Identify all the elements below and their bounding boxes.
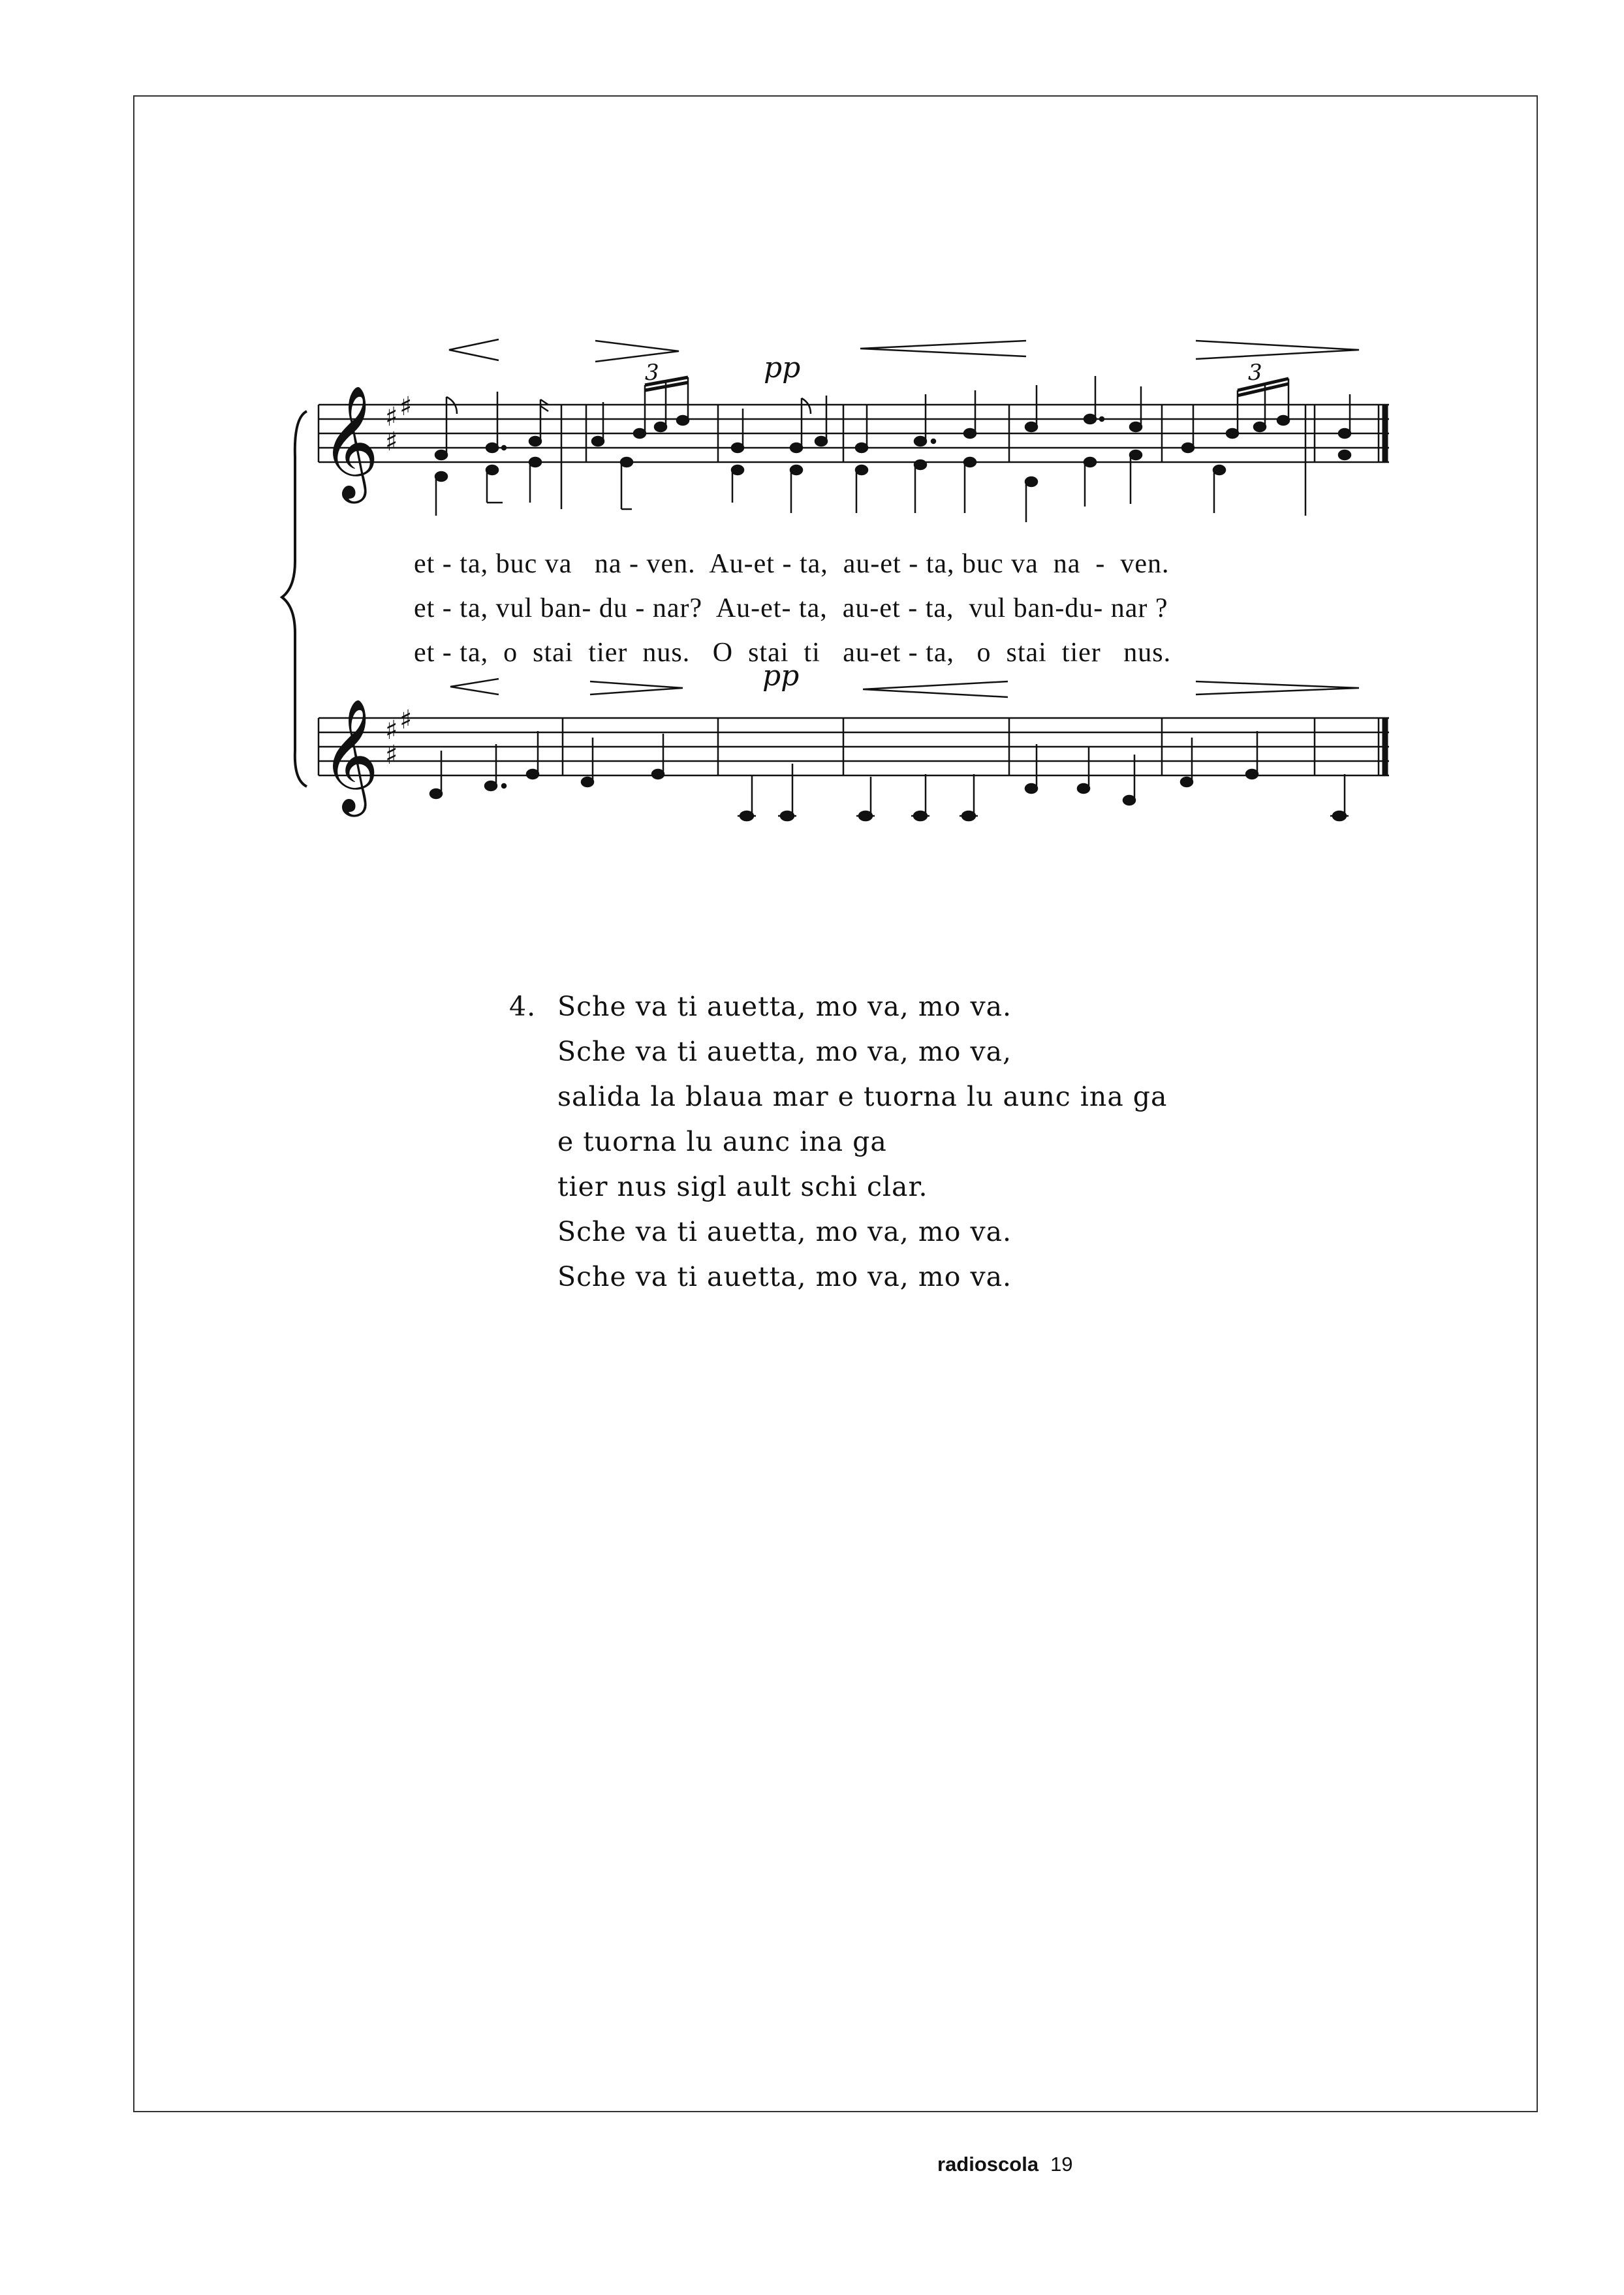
verse-4 xyxy=(509,984,1168,1300)
lyric-line: et - ta, vul ban- du - nar? Au-et- ta, au-et - ta, vul ban-du- nar ? xyxy=(414,593,1168,623)
verse-line: Sche va ti auetta, mo va, mo va. xyxy=(557,991,1012,1022)
page-number: 19 xyxy=(1050,2153,1073,2176)
upper-notes xyxy=(435,376,1351,522)
verse-line: salida la blaua mar e tuorna lu aunc ina ga xyxy=(557,1081,1168,1112)
verse-line: Sche va ti auetta, mo va, mo va. xyxy=(557,1261,1012,1292)
treble-clef-icon: 𝄞 xyxy=(321,698,379,812)
sharp-icon: ♯ xyxy=(385,715,398,745)
verse-line: tier nus sigl ault schi clar. xyxy=(557,1171,928,1202)
lower-staff xyxy=(319,718,1389,775)
sharp-icon: ♯ xyxy=(399,705,413,735)
publication-name: radioscola xyxy=(937,2153,1039,2176)
verse-line: Sche va ti auetta, mo va, mo va, xyxy=(557,1036,1012,1067)
sharp-icon: ♯ xyxy=(385,740,398,770)
triplet-mark: 3 xyxy=(1248,360,1262,386)
music-score xyxy=(0,0,1624,914)
lyric-line: et - ta, o stai tier nus. O stai ti au-et - ta, o stai tier nus. xyxy=(414,638,1172,668)
triplet-mark: 3 xyxy=(645,360,659,386)
sharp-icon: ♯ xyxy=(399,392,413,422)
page-footer xyxy=(937,2153,1073,2176)
sharp-icon: ♯ xyxy=(385,402,398,432)
verse-line: e tuorna lu aunc ina ga xyxy=(557,1126,887,1157)
pp-dynamic: pp xyxy=(762,659,800,693)
lyric-line: et - ta, buc va na - ven. Au-et - ta, au-et - ta, buc va na - ven. xyxy=(414,549,1170,579)
system-brace xyxy=(282,411,307,787)
verse-line: Sche va ti auetta, mo va, mo va. xyxy=(557,1216,1012,1247)
verse-number: 4. xyxy=(509,991,537,1022)
sharp-icon: ♯ xyxy=(385,427,398,457)
treble-clef-icon: 𝄞 xyxy=(321,385,379,499)
pp-dynamic: pp xyxy=(764,351,801,384)
